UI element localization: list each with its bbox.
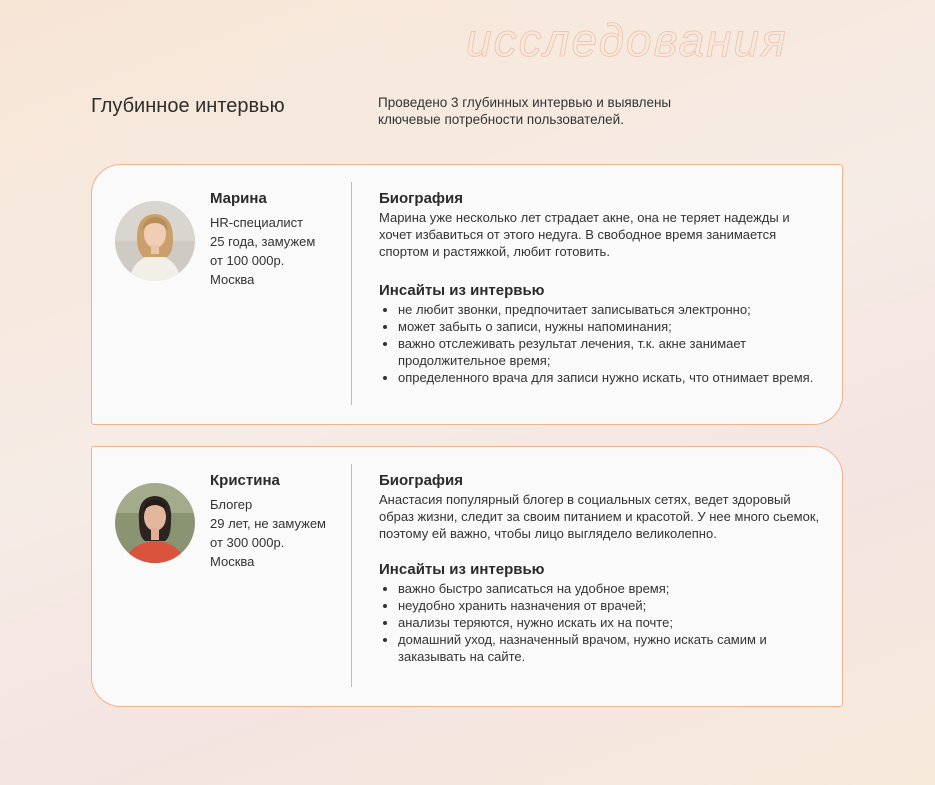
bio-text: Марина уже несколько лет страдает акне, она не теряет надежды и хочет избавиться от этого недуга. В свободное время занимается спортом и растяжкой, любит готовить. — [379, 210, 790, 259]
bio-text: Анастасия популярный блогер в социальных сетях, ведет здоровый образ жизни, следит за своим питанием и красотой. У нее много сьемок, поэтому ей важно, чтобы лицо выглядело великолепно. — [379, 492, 820, 541]
person-age-status: 25 года, замужем — [210, 234, 316, 249]
page-description: Проведено 3 глубинных интервью и выявлены ключевые потребности пользователей. — [378, 95, 672, 127]
persona-card-kristina — [91, 446, 843, 707]
persona-content — [379, 189, 824, 386]
person-name: Кристина — [210, 472, 280, 489]
insights-heading: Инсайты из интервью — [379, 282, 545, 299]
person-income: от 300 000р. — [210, 535, 285, 550]
person-info — [210, 189, 350, 289]
divider — [351, 182, 352, 405]
person-income: от 100 000р. — [210, 253, 285, 268]
section-watermark: исследования — [466, 14, 788, 66]
list-item: • важно отслеживать результат лечения, т.к. акне занимает продолжительное время; — [398, 335, 824, 369]
avatar — [115, 483, 195, 563]
bio-heading: Биография — [379, 190, 464, 207]
list-item: • может забыть о записи, нужны напоминания; — [398, 318, 824, 335]
persona-content — [379, 471, 824, 665]
person-city: Москва — [210, 272, 255, 287]
person-city: Москва — [210, 554, 255, 569]
list-item: • домашний уход, назначенный врачом, нужно искать самим и заказывать на сайте. — [398, 631, 824, 665]
list-item: • важно быстро записаться на удобное время; — [398, 580, 824, 597]
list-item: • определенного врача для записи нужно искать, что отнимает время. — [398, 369, 824, 386]
list-item: • анализы теряются, нужно искать их на почте; — [398, 614, 824, 631]
list-item: • не любит звонки, предпочитает записываться электронно; — [398, 301, 824, 318]
person-info — [210, 471, 350, 571]
list-item: • неудобно хранить назначения от врачей; — [398, 597, 824, 614]
insights-list — [379, 580, 824, 665]
divider — [351, 464, 352, 687]
page-title: Глубинное интервью — [91, 95, 285, 117]
person-occupation: Блогер — [210, 497, 253, 512]
person-name: Марина — [210, 190, 267, 207]
bio-heading: Биография — [379, 472, 464, 489]
person-occupation: HR-специалист — [210, 215, 304, 230]
persona-card-marina — [91, 164, 843, 425]
person-age-status: 29 лет, не замужем — [210, 516, 326, 531]
avatar — [115, 201, 195, 281]
insights-list — [379, 301, 824, 386]
insights-heading: Инсайты из интервью — [379, 561, 545, 578]
